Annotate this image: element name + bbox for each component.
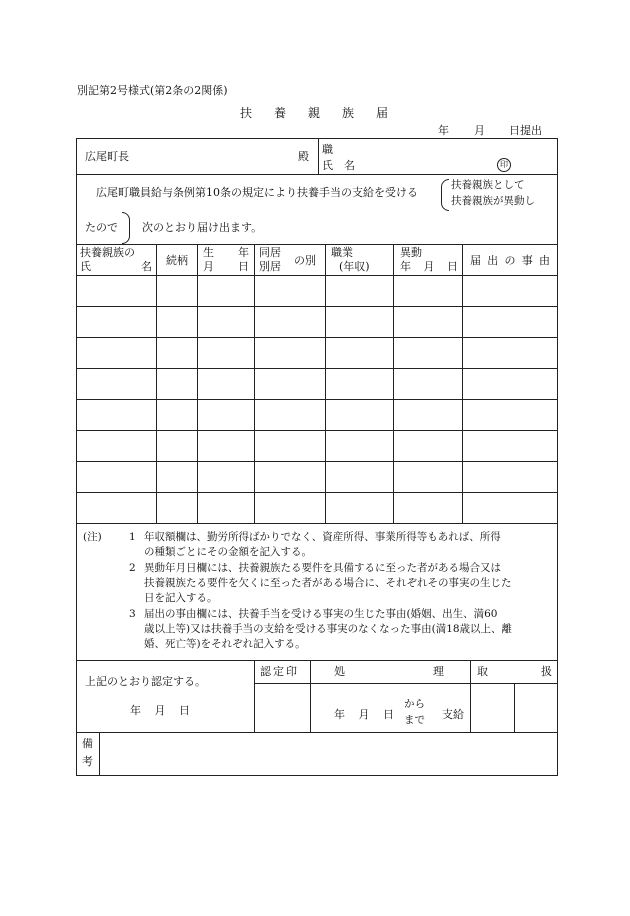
submit-date-year: 年	[438, 124, 449, 137]
payment-from: から	[404, 698, 425, 710]
header-occupation: 職業 (年収)	[331, 246, 370, 273]
job-label: 職	[322, 143, 333, 156]
header-change-date: 異動 年 月 日	[400, 246, 458, 273]
header-birthdate: 生 年 月 日	[203, 246, 249, 273]
option-bracket-right	[122, 212, 130, 244]
note-2-line: 異動年月日欄には、扶養親族たる要件を具備するに至った者がある場合又は	[144, 562, 501, 574]
process-header: 処 理	[334, 665, 444, 678]
form-reference: 別記第2号様式(第2条の2関係)	[77, 84, 228, 97]
title-char: 養	[273, 106, 286, 120]
header-dependent-name: 扶養親族の 氏 名	[80, 246, 152, 273]
option-dependent: 扶養親族として	[451, 179, 525, 191]
name-label: 氏 名	[322, 159, 355, 172]
note-2-number: 2	[129, 562, 136, 574]
note-3-line: 婚、死亡等)をそれぞれ記入する。	[144, 638, 306, 650]
payment-date: 年 月 日	[334, 708, 394, 721]
note-3-line: 歳以上等)又は扶養手当の支給を受ける事実のなくなった事由(満18歳以上、離	[144, 623, 513, 635]
title-char: 族	[341, 106, 354, 120]
addressee-honorific: 殿	[298, 150, 309, 163]
title-char: 扶	[240, 106, 253, 120]
note-1-line: 年収額欄は、勤労所得ばかりでなく、資産所得、事業所得等もあれば、所得	[144, 531, 501, 543]
seal-header: 認定印	[260, 665, 299, 678]
handling-header: 取 扱	[477, 665, 552, 678]
note-3-line: 届出の事由欄には、扶養手当を受ける事実の生じた事由(婚姻、出生、満60	[144, 608, 498, 620]
payment-until: まで	[404, 714, 425, 726]
title-char: 親	[307, 106, 320, 120]
note-1-line: の種類ごとにその金額を記入する。	[144, 546, 312, 558]
notes-label: (注)	[83, 531, 102, 543]
remarks-label: 備 考	[82, 737, 93, 768]
certify-text: 上記のとおり認定する。	[85, 675, 206, 688]
note-1-number: 1	[129, 531, 136, 543]
note-2-line: 日を記入する。	[144, 592, 218, 604]
form-top-border	[76, 138, 558, 139]
statement-line1: 広尾町職員給与条例第10条の規定により扶養手当の支給を受ける	[96, 186, 418, 199]
header-reason: 届 出 の 事 由	[470, 254, 550, 267]
note-3-number: 3	[129, 608, 136, 620]
option-change: 扶養親族が異動し	[451, 195, 535, 207]
submit-date-month: 月	[474, 124, 485, 137]
form-left-border	[76, 138, 77, 776]
seal-mark: 印	[497, 158, 511, 172]
submit-date-day: 日提出	[509, 124, 542, 137]
statement-line2-prefix: たので	[85, 221, 118, 234]
note-2-line: 扶養親族たる要件を欠くに至った者がある場合に、それぞれその事実の生じた	[144, 577, 512, 589]
header-relation: 続柄	[166, 254, 188, 267]
statement-line2-suffix: 次のとおり届け出ます。	[142, 221, 263, 234]
payment-label: 支給	[442, 708, 464, 721]
form-bottom-border	[76, 775, 558, 776]
addressee-name: 広尾町長	[85, 150, 129, 163]
option-bracket-left	[441, 179, 449, 211]
form-right-border	[557, 138, 558, 776]
form-title	[240, 104, 388, 121]
header-cohabitation: 同居 別居	[259, 246, 281, 273]
certify-date: 年 月 日	[130, 704, 190, 717]
title-char: 届	[375, 106, 388, 120]
